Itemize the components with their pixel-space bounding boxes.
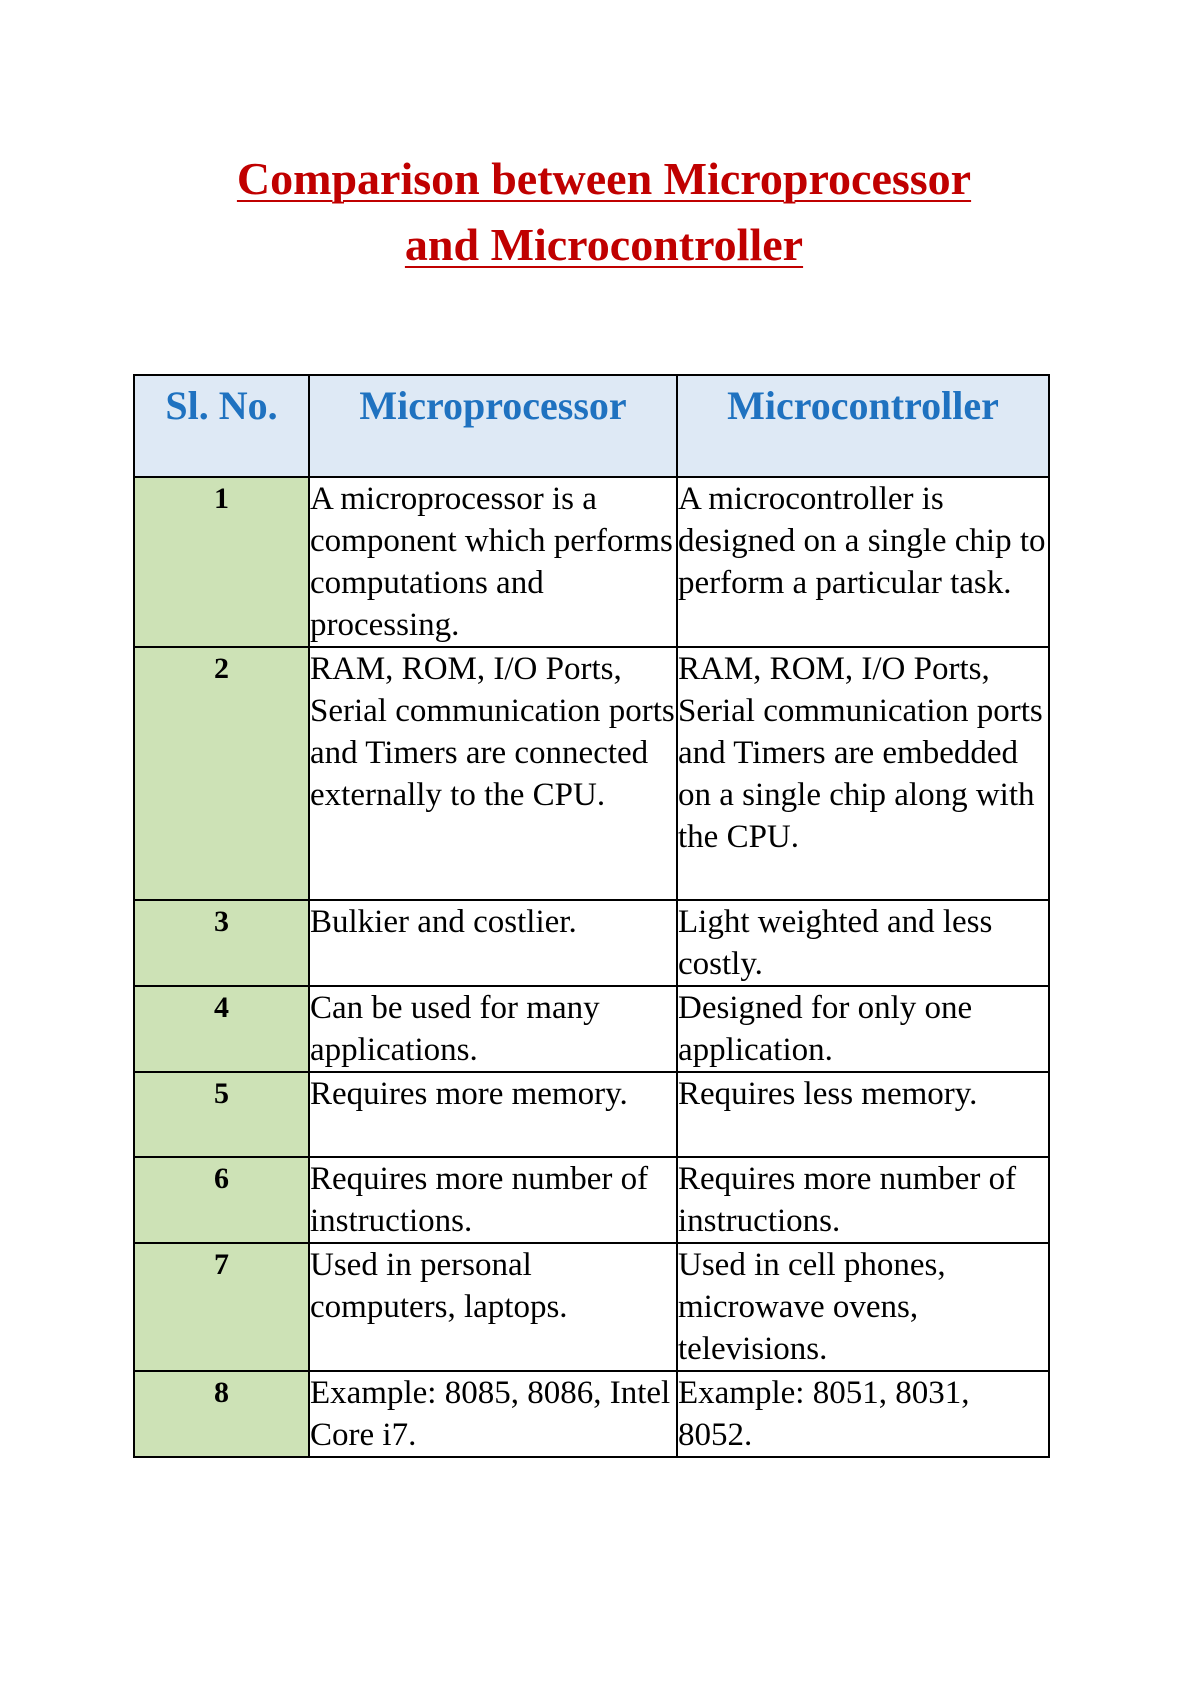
microprocessor-cell: Can be used for many applications. <box>309 986 677 1072</box>
header-microprocessor: Microprocessor <box>309 375 677 477</box>
row-number: 2 <box>134 647 309 900</box>
row-number: 6 <box>134 1157 309 1243</box>
title-line-2: and Microcontroller <box>404 219 804 270</box>
header-sl-no: Sl. No. <box>134 375 309 477</box>
table-header-row <box>134 375 1049 477</box>
row-number: 1 <box>134 477 309 647</box>
table-row <box>134 1157 1049 1243</box>
microprocessor-cell: Bulkier and costlier. <box>309 900 677 986</box>
microprocessor-cell: Example: 8085, 8086, Intel Core i7. <box>309 1371 677 1457</box>
microprocessor-cell: Used in personal computers, laptops. <box>309 1243 677 1371</box>
microcontroller-cell: Requires less memory. <box>677 1072 1049 1157</box>
table-row <box>134 900 1049 986</box>
table-row <box>134 1371 1049 1457</box>
microprocessor-cell: Requires more number of instructions. <box>309 1157 677 1243</box>
microprocessor-cell: A microprocessor is a component which performs computations and processing. <box>309 477 677 647</box>
row-number: 7 <box>134 1243 309 1371</box>
table-row <box>134 647 1049 900</box>
row-number: 5 <box>134 1072 309 1157</box>
table-row <box>134 986 1049 1072</box>
title-line-1: Comparison between Microprocessor <box>236 153 972 204</box>
microprocessor-cell: RAM, ROM, I/O Ports, Serial communication ports and Timers are connected externally to the CPU. <box>309 647 677 900</box>
microcontroller-cell: A microcontroller is designed on a single chip to perform a particular task. <box>677 477 1049 647</box>
table-row <box>134 1072 1049 1157</box>
microcontroller-cell: Designed for only one application. <box>677 986 1049 1072</box>
microcontroller-cell: RAM, ROM, I/O Ports, Serial communication ports and Timers are embedded on a single chip along with the CPU. <box>677 647 1049 900</box>
table-row <box>134 477 1049 647</box>
comparison-table <box>133 374 1050 1458</box>
header-microcontroller: Microcontroller <box>677 375 1049 477</box>
row-number: 3 <box>134 900 309 986</box>
row-number: 8 <box>134 1371 309 1457</box>
microprocessor-cell: Requires more memory. <box>309 1072 677 1157</box>
microcontroller-cell: Example: 8051, 8031, 8052. <box>677 1371 1049 1457</box>
microcontroller-cell: Requires more number of instructions. <box>677 1157 1049 1243</box>
microcontroller-cell: Used in cell phones, microwave ovens, televisions. <box>677 1243 1049 1371</box>
page-title <box>0 146 1200 278</box>
microcontroller-cell: Light weighted and less costly. <box>677 900 1049 986</box>
table-row <box>134 1243 1049 1371</box>
row-number: 4 <box>134 986 309 1072</box>
